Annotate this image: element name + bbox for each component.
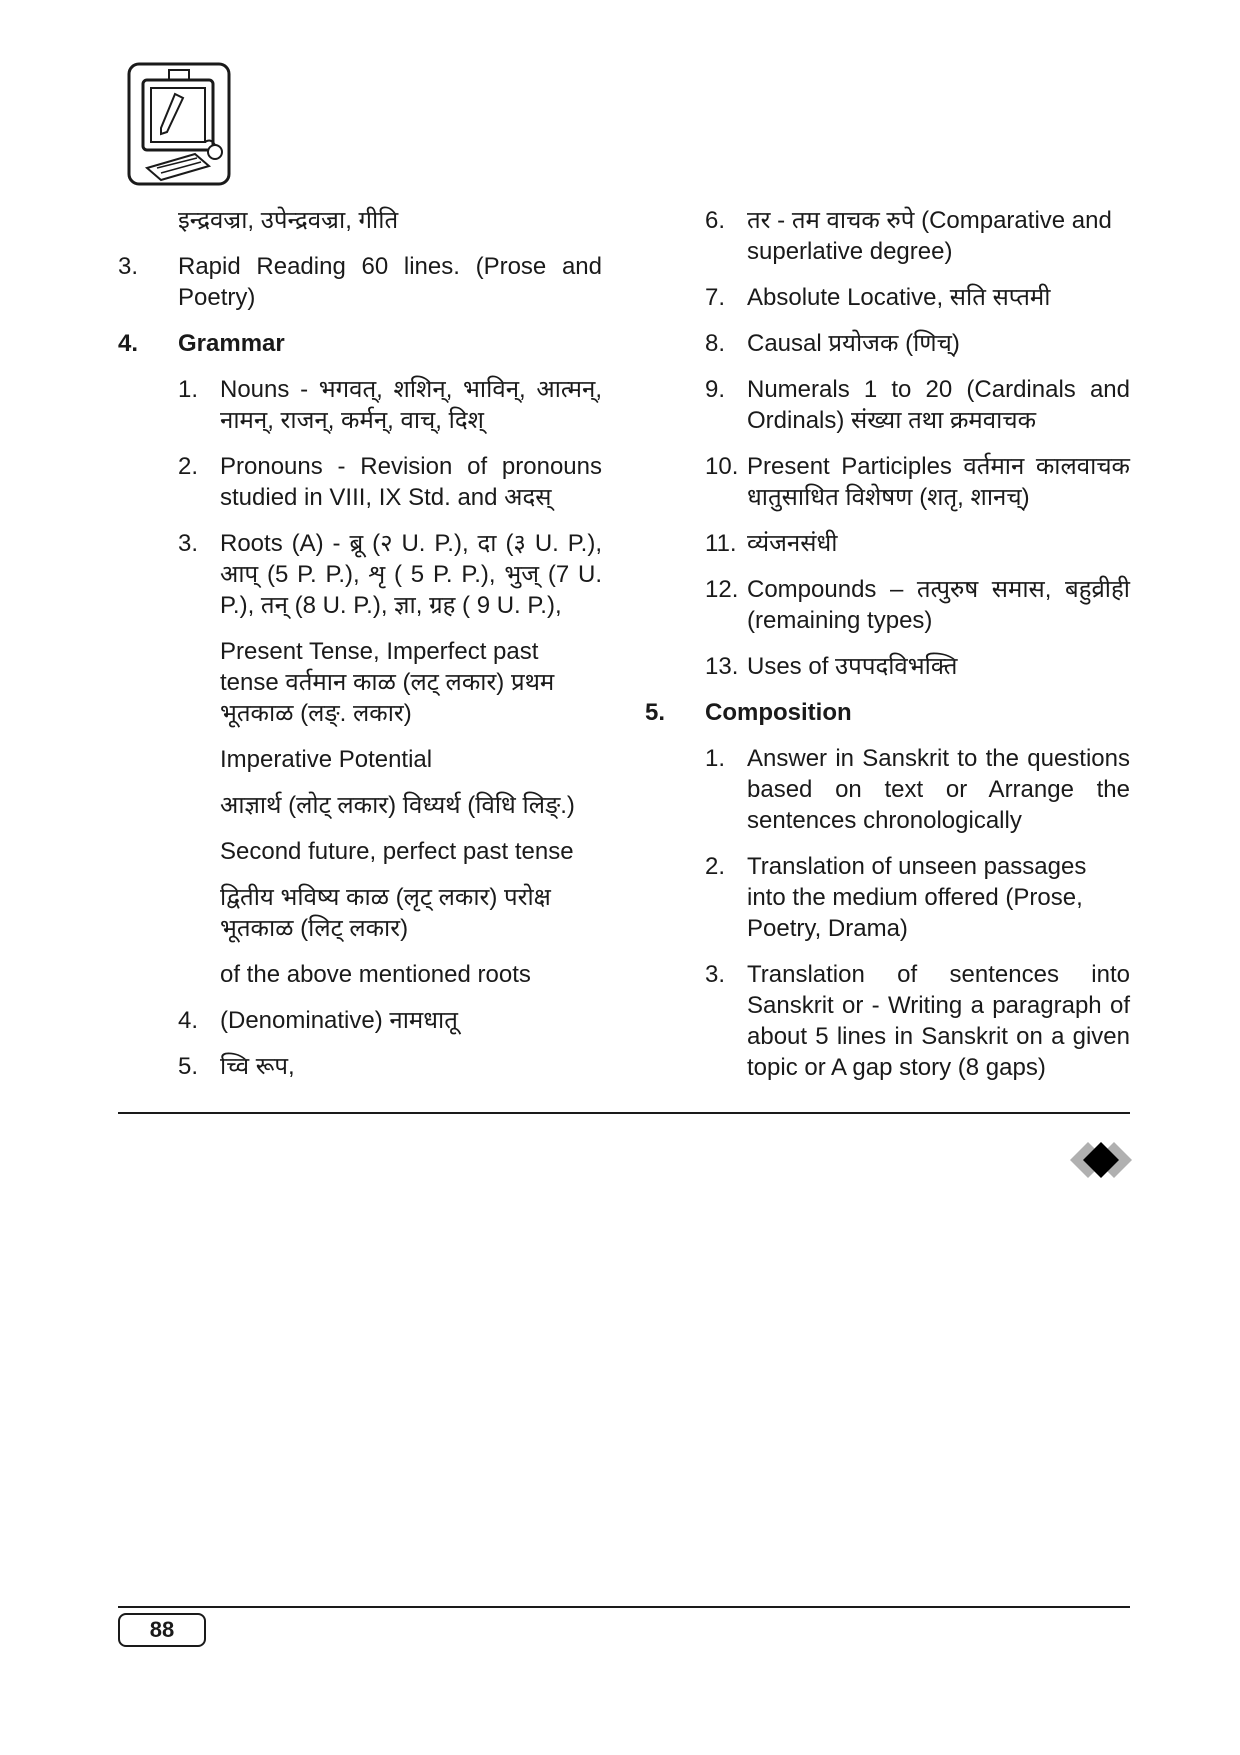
footer-rule bbox=[118, 1606, 1130, 1608]
composition-item-translation-unseen: 2. Translation of unseen passages into the medium offered (Prose, Poetry, Drama) bbox=[705, 853, 1087, 942]
grammar-item-roots: 3. Roots (A) - ब्रू (२ U. P.), दा (३ U. P.), आप् (5 P. P.), शृ ( 5 P. P.), भुज् (7 U. P.), तन् (8 U. P.), ज्ञा, ग्रह ( 9 U. P.), bbox=[178, 530, 602, 619]
roots-tense-present: Present Tense, Imperfect past tense वर्तमान काळ (लट् लकार) प्रथम भूतकाळ (लङ्. लकार) bbox=[220, 638, 555, 727]
grammar-item-participles: 10. Present Participles वर्तमान कालवाचक धातुसाधित विशेषण (शतृ, शानच्) bbox=[705, 453, 1130, 511]
grammar-item-sandhi: 11. व्यंजनसंधी bbox=[705, 530, 838, 557]
composition-item-translation-sentences: 3. Translation of sentences into Sanskrit or - Writing a paragraph of about 5 lines in Sanskrit on a given topic or A gap story (8 gaps) bbox=[705, 961, 1130, 1081]
section-composition-heading: 5. Composition bbox=[645, 699, 852, 726]
meter-continuation-line: इन्द्रवज्रा, उपेन्द्रवज्रा, गीति bbox=[178, 207, 399, 234]
roots-mentioned-note: of the above mentioned roots bbox=[220, 961, 531, 988]
composition-list bbox=[645, 743, 1130, 1083]
section-grammar-heading: 4. Grammar bbox=[118, 330, 285, 357]
grammar-item-upapada: 13. Uses of उपपदविभक्ति bbox=[705, 653, 958, 680]
grammar-item-compounds: 12. Compounds – तत्पुरुष समास, बहुव्रीही (remaining types) bbox=[705, 576, 1130, 634]
computer-pencil-logo-icon bbox=[127, 62, 231, 186]
diamond-ornament-icon bbox=[1068, 1140, 1134, 1180]
roots-future-sanskrit: द्वितीय भविष्य काळ (लृट् लकार) परोक्ष भूतकाळ (लिट् लकार) bbox=[220, 884, 551, 942]
grammar-list-right bbox=[645, 205, 1130, 682]
grammar-item-pronouns: 2. Pronouns - Revision of pronouns studied in VIII, IX Std. and अदस् bbox=[178, 453, 602, 511]
page-number: 88 bbox=[118, 1613, 206, 1647]
grammar-item-chvi: 5. च्वि रूप, bbox=[178, 1053, 295, 1080]
right-column bbox=[645, 205, 1130, 1098]
roots-second-future: Second future, perfect past tense bbox=[220, 838, 574, 865]
grammar-item-absolute-locative: 7. Absolute Locative, सति सप्तमी bbox=[705, 284, 1051, 311]
grammar-item-numerals: 9. Numerals 1 to 20 (Cardinals and Ordinals) संख्या तथा क्रमवाचक bbox=[705, 376, 1130, 434]
composition-item-answer: 1. Answer in Sanskrit to the questions based on text or Arrange the sentences chronologically bbox=[705, 745, 1130, 834]
grammar-list bbox=[118, 374, 602, 621]
grammar-item-denominative: 4. (Denominative) नामधातू bbox=[178, 1007, 458, 1034]
roots-imperative-potential: Imperative Potential bbox=[220, 746, 433, 773]
item-rapid-reading: 3. Rapid Reading 60 lines. (Prose and Poetry) bbox=[118, 253, 602, 311]
grammar-item-causal: 8. Causal प्रयोजक (णिच्) bbox=[705, 330, 960, 357]
left-column bbox=[118, 205, 602, 1097]
grammar-item-nouns: 1. Nouns - भगवत्, शशिन्, भाविन्, आत्मन्, नामन्, राजन्, कर्मन्, वाच्, दिश् bbox=[178, 376, 602, 434]
grammar-list-cont bbox=[118, 1005, 602, 1082]
content-divider bbox=[118, 1112, 1130, 1114]
roots-imperative-sanskrit: आज्ञार्थ (लोट् लकार) विध्यर्थ (विधि लिङ्.) bbox=[220, 792, 575, 819]
grammar-item-comparative: 6. तर - तम वाचक रुपे (Comparative and superlative degree) bbox=[705, 207, 1112, 265]
